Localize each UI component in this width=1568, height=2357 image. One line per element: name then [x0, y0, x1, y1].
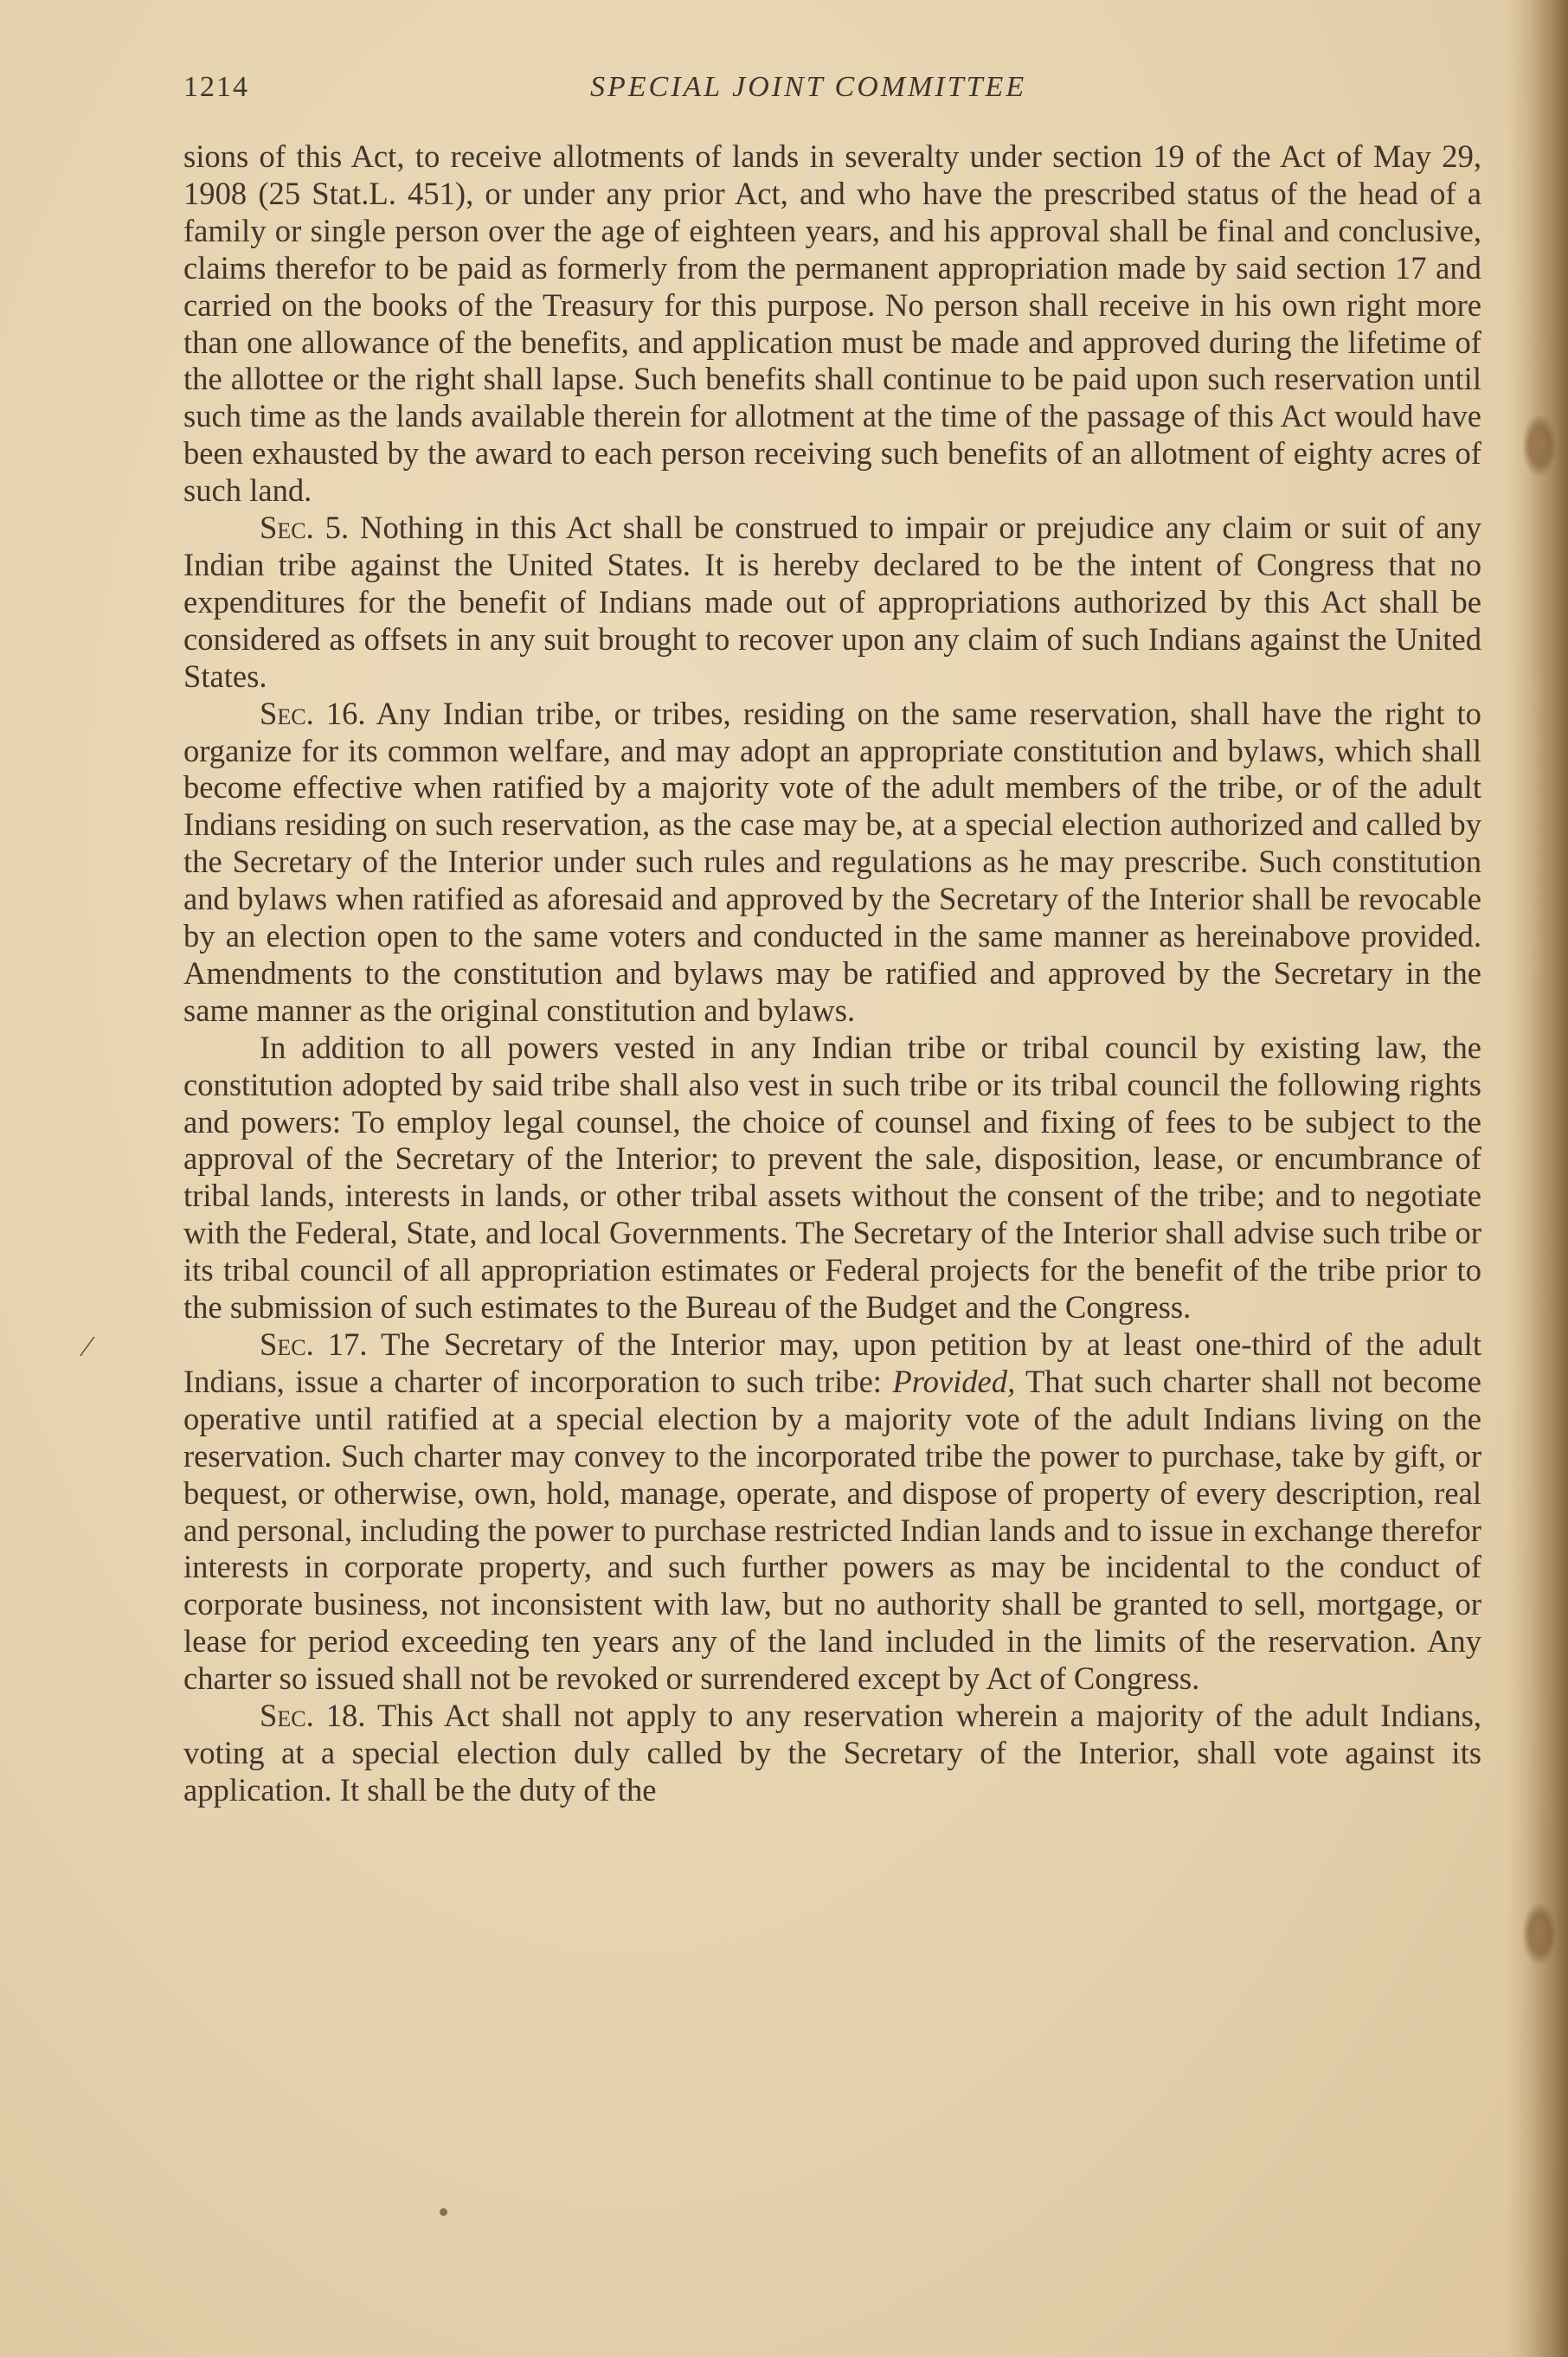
text-line: sions of this Act, to receive allotments of lands in severalty under section 19 of	[183, 138, 1222, 174]
section-text: Nothing in this Act shall be construed to impair or prejudice any claim or suit of any Indian tribe against the United States. It is hereby declared to be the intent of Congress that no expenditures for the benefit of Indians made out of appropriations authorized by this Act shall be considered as offsets in any suit brought to recover upon any claim of such Indians against the United States.	[183, 510, 1482, 694]
text-line: be paid as formerly from the permanent appropriation made by said section 17	[418, 249, 1427, 286]
section-label: Sec. 5.	[260, 510, 350, 546]
section-text: Any Indian tribe, or tribes, residing on the same reservation, shall have the right to organize for its common welfare, and may adopt an appropriate constitution and bylaws, which shall become effective when ratified by a majority vote of the adult members of the tribe, or of the adult Indians residing on such reservation, as the case may be, at a special election authorized and called by the Secretary of the Interior under such rules and regulations as he may prescribe. Such constitution and bylaws when ratified as aforesaid and approved by the Secretary of the Interior shall be revocable by an election open to the same voters and conducted in the same manner as hereinabove provided. Amendments to the constitution and bylaws may be ratified and approved by the Secretary in the same manner as the original constitution and bylaws.	[183, 695, 1481, 1028]
section-text: This Act shall not apply to any reservation wherein a majority of the adult Indians, voting at a special election duly called by the Secretary of the Interior, shall vote against its application. It shall be the duty of the	[183, 1698, 1481, 1808]
section-label: Sec. 16.	[260, 695, 366, 731]
text-line: the prescribed status of the head of a family or single person over the age of	[183, 175, 1481, 248]
italic-proviso: Provided,	[892, 1363, 1016, 1399]
text-line: the Act of May 29, 1908 (25 Stat.L. 451), or under any prior Act, and who have	[183, 138, 1481, 211]
section-text: The Secretary of the Interior may, upon petition by at least one-third of the adult Indians, issue a charter of incorporation to such tribe:	[183, 1326, 1482, 1399]
text-line: must be made and approved during the lifetime of the allottee or the right shall	[183, 324, 1481, 397]
page-binding-shadow	[1507, 0, 1568, 2357]
tribal-powers-paragraph	[183, 1030, 1481, 1326]
section-18-paragraph	[183, 1698, 1481, 1809]
margin-pencil-mark: ⁄	[85, 1331, 90, 1363]
section-label: Sec. 18.	[260, 1698, 366, 1734]
binding-mark	[1523, 1904, 1556, 1964]
running-head: SPECIAL JOINT COMMITTEE	[590, 71, 1027, 103]
text-line: benefits of an allotment of eighty acres of such land.	[183, 435, 1481, 509]
section-label: Sec. 17.	[260, 1326, 368, 1362]
text-line: and carried on the books of the Treasury for this purpose. No person shall	[183, 249, 1481, 323]
text-line: time as the lands available therein for allotment at the time of the passage of	[249, 398, 1220, 434]
text-line: this Act would have been exhausted by the award to each person receiving such	[183, 398, 1481, 472]
section-text: That such charter shall not become operative until ratified at a special election by a majority vote of the adult Indians living on the reservation. Such charter may convey to the incorporated tribe the power to purchase, take by gift, or bequest, or otherwise, own, hold, manage, operate, and dispose of property of every description, real and personal, including the power to purchase restricted Indian lands and to issue in exchange therefor interests in corporate property, and such further powers as may be incidental to the conduct of corporate business, not inconsistent with law, but no authority shall be granted to sell, mortgage, or lease for period exceeding ten years any of the land included in the limits of the reservation. Any charter so issued shall not be revoked or surrendered except by Act of Congress.	[183, 1363, 1481, 1697]
ink-dot	[440, 2208, 447, 2216]
section-16-paragraph	[183, 696, 1481, 1030]
text-line: lapse. Such benefits shall continue to be paid upon such reservation until such	[183, 361, 1481, 434]
body-text	[183, 138, 1481, 1809]
section-5-paragraph	[183, 510, 1481, 696]
page-number: 1214	[183, 71, 249, 103]
section-17-paragraph	[183, 1326, 1481, 1698]
continued-paragraph	[183, 138, 1481, 510]
text-line: eighteen years, and his approval shall be final and conclusive, claims therefor to	[183, 212, 1481, 286]
text-line: receive in his own right more than one allowance of the benefits, and application	[183, 286, 1481, 360]
page-header	[183, 71, 1481, 114]
binding-mark	[1523, 415, 1556, 476]
paragraph-text: In addition to all powers vested in any Indian tribe or tribal council by existing law, the constitution adopted by said tribe shall also vest in such tribe or its tribal council the following rights and powers: To employ legal counsel, the choice of counsel and fixing of fees to be subject to the approval of the Secretary of the Interior; to prevent the sale, disposition, lease, or encumbrance of tribal lands, interests in lands, or other tribal assets without the consent of the tribe; and to negotiate with the Federal, State, and local Governments. The Secretary of the Interior shall advise such tribe or its tribal council of all appropriation estimates or Federal projects for the benefit of the tribe prior to the submission of such estimates to the Bureau of the Budget and the Congress.	[183, 1029, 1481, 1326]
